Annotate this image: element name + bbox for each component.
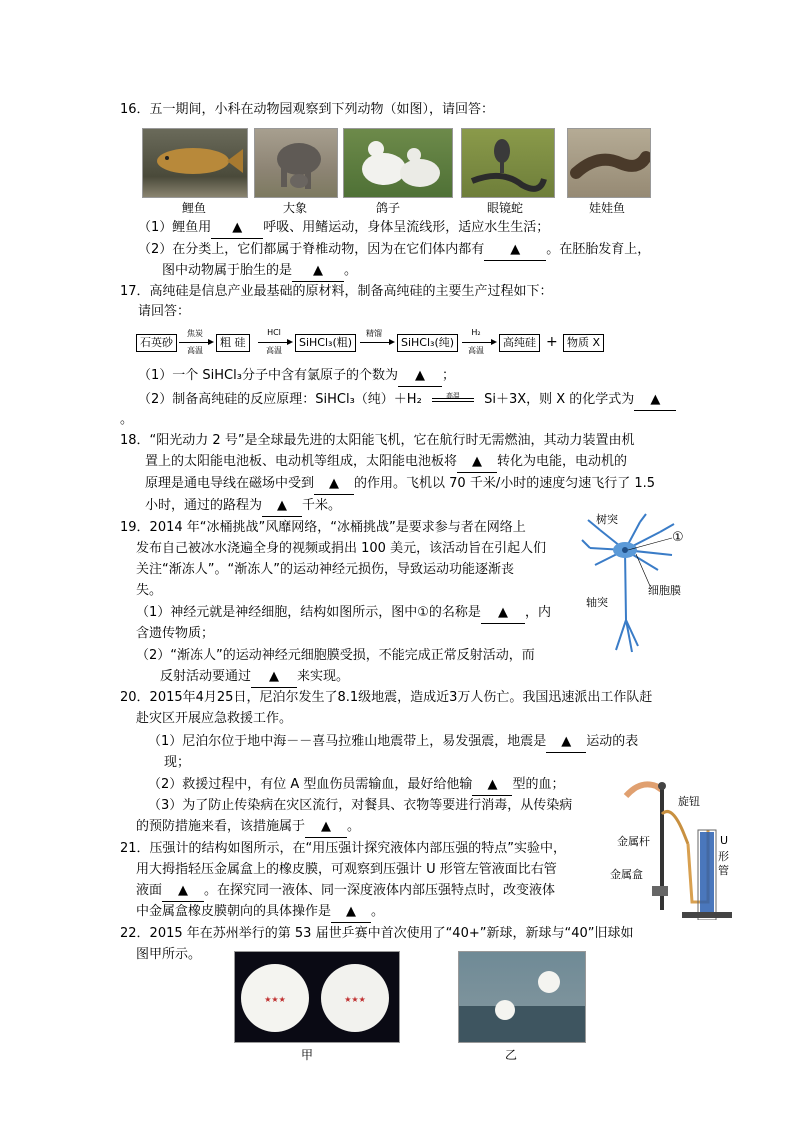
q19-blank-2[interactable]: ▲ xyxy=(251,667,297,688)
flow-box-crude-si: 粗 硅 xyxy=(216,334,250,352)
q16-part1: （1）鲤鱼用 ▲ 呼吸、用鳍运动，身体呈流线形，适应水生生活； xyxy=(138,218,549,239)
animal-caption-3: 鸽子 xyxy=(375,201,400,215)
gauge-label-knob: 旋钮 xyxy=(678,795,700,808)
flow-box-crude-sihcl3: SiHCl₃(粗) xyxy=(295,334,356,352)
ping-pong-balls-photo xyxy=(234,951,400,1043)
q17-ask: 请回答： xyxy=(138,304,191,319)
q19-line-3: 关注“渐冻人”。“渐冻人”的运动神经元损伤，导致运动功能逐渐丧 xyxy=(136,562,514,577)
q22-line-2: 图甲所示。 xyxy=(136,947,202,962)
q16-blank-1[interactable]: ▲ xyxy=(211,218,263,239)
cobra-photo xyxy=(461,128,555,198)
q18-line-2: 置上的太阳能电池板、电动机等组成，太阳能电池板将 ▲ 转化为电能，电动机的 xyxy=(145,452,627,473)
q20-part3-cont: 的预防措施来看，该措施属于 ▲ 。 xyxy=(136,817,360,838)
q18-line-4: 小时，通过的路程为 ▲ 千米。 xyxy=(145,496,341,517)
bouncing-balls-photo xyxy=(458,951,586,1043)
flow-arrow-1-top: 焦炭 xyxy=(187,329,203,338)
q16-blank-2[interactable]: ▲ xyxy=(484,240,546,261)
q21-line-3: 液面 ▲ 。在探究同一液体、同一深度液体内部压强特点时，改变液体 xyxy=(136,881,555,902)
salamander-icon xyxy=(568,129,650,197)
photo-caption-yi: 乙 xyxy=(504,1048,517,1062)
q18-line-3: 原理是通电导线在磁场中受到 ▲ 的作用。飞机以 70 千米/小时的速度匀速飞行了 1.5 xyxy=(145,474,655,495)
flow-arrow-4-bottom: 高温 xyxy=(468,346,484,355)
q20-blank-1[interactable]: ▲ xyxy=(546,732,586,753)
neuron-label-axon: 轴突 xyxy=(586,596,608,609)
q20-line-1: 20．2015年4月25日，尼泊尔发生了8.1级地震，造成近3万人伤亡。我国迅速派出工作队赶 xyxy=(120,690,653,705)
carp-photo xyxy=(142,128,248,198)
flow-plus: + xyxy=(546,334,558,350)
svg-text:★★★: ★★★ xyxy=(264,995,286,1004)
q22-line-1: 22．2015 年在苏州举行的第 53 届世乒赛中首次使用了“40+”新球，新球与“40”旧球如 xyxy=(120,926,634,941)
q18-blank-3[interactable]: ▲ xyxy=(262,496,302,517)
cobra-icon xyxy=(462,129,554,197)
q19-part2: （2）“渐冻人”的运动神经元细胞膜受损，不能完成正常反射活动，而 xyxy=(136,648,535,663)
q21-line-2: 用大拇指轻压金属盒上的橡皮膜，可观察到压强计 U 形管左管液面比右管 xyxy=(136,862,557,877)
pigeon-photo xyxy=(343,128,453,198)
q17-part2-end: 。 xyxy=(120,412,134,427)
gauge-label-guan: 管 xyxy=(718,864,729,877)
q16-part2: （2）在分类上，它们都属于脊椎动物，因为在它们体内都有 ▲ 。在胚胎发育上， xyxy=(138,240,650,261)
ping-pong-balls-icon xyxy=(235,952,399,1042)
salamander-photo xyxy=(567,128,651,198)
animal-caption-1: 鲤鱼 xyxy=(181,201,206,215)
q16-blank-3[interactable]: ▲ xyxy=(292,261,344,282)
q19-part2-cont: 反射活动要通过 ▲ 来实现。 xyxy=(160,667,349,688)
elephant-icon xyxy=(255,129,337,197)
pigeon-icon xyxy=(344,129,452,197)
q18-blank-2[interactable]: ▲ xyxy=(314,474,354,495)
carp-icon xyxy=(143,129,247,197)
q20-blank-2[interactable]: ▲ xyxy=(472,775,512,796)
q17-stem: 17．高纯硅是信息产业最基础的原材料，制备高纯硅的主要生产过程如下： xyxy=(120,284,553,299)
gauge-label-box: 金属盒 xyxy=(610,868,643,881)
flow-box-pure-sihcl3: SiHCl₃(纯) xyxy=(397,334,458,352)
gauge-label-rod: 金属杆 xyxy=(617,835,650,848)
bouncing-balls-icon xyxy=(459,952,585,1042)
q19-line-4: 失。 xyxy=(136,583,163,598)
q20-part1: （1）尼泊尔位于地中海－－喜马拉雅山地震带上，易发强震，地震是 ▲ 运动的表 xyxy=(148,732,638,753)
q21-line-4: 中金属盒橡皮膜朝向的具体操作是 ▲ 。 xyxy=(136,902,384,923)
flow-box-x: 物质 X xyxy=(563,334,604,352)
q20-line-2: 赴灾区开展应急救援工作。 xyxy=(136,711,293,726)
q17-part1: （1）一个 SiHCl₃分子中含有氯原子的个数为 ▲ ； xyxy=(138,366,455,387)
flow-arrow-4-top: H₂ xyxy=(471,328,481,337)
flow-box-pure-si: 高纯硅 xyxy=(499,334,540,352)
flow-arrow-1-bottom: 高温 xyxy=(187,346,203,355)
q19-line-2: 发布自己被冰水浇遍全身的视频或捐出 100 美元，该活动旨在引起人们 xyxy=(136,541,547,556)
q19-blank-1[interactable]: ▲ xyxy=(481,603,525,624)
q17-blank-1[interactable]: ▲ xyxy=(398,366,442,387)
q20-part1-cont: 现； xyxy=(164,755,191,770)
neuron-label-dendrite: 树突 xyxy=(596,513,618,526)
q18-blank-1[interactable]: ▲ xyxy=(457,452,497,473)
q17-condition-arrow: 高温 xyxy=(432,397,474,402)
q17-part2: （2）制备高纯硅的反应原理：SiHCl₃（纯）＋H₂ 高温 Si＋3X，则 X 的化学式为 ▲ xyxy=(138,390,676,411)
animal-caption-5: 娃娃鱼 xyxy=(588,201,625,215)
q21-line-1: 21．压强计的结构如图所示，在“用压强计探究液体内部压强的特点”实验中， xyxy=(120,841,567,856)
q20-blank-3[interactable]: ▲ xyxy=(305,817,347,838)
q16-part2-cont: 图中动物属于胎生的是 ▲ 。 xyxy=(162,261,357,282)
gauge-label-u: U xyxy=(720,834,729,847)
q20-part3: （3）为了防止传染病在灾区流行，对餐具、衣物等要进行消毒，从传染病 xyxy=(148,798,573,813)
animal-caption-4: 眼镜蛇 xyxy=(486,201,523,215)
q18-line-1: 18．“阳光动力 2 号”是全球最先进的太阳能飞机，它在航行时无需燃油，其动力装置由机 xyxy=(120,433,635,448)
neuron-label-membrane: 细胞膜 xyxy=(648,584,681,597)
animal-caption-2: 大象 xyxy=(282,201,307,215)
q20-part2: （2）救援过程中，有位 A 型血伤员需输血，最好给他输 ▲ 型的血； xyxy=(148,775,564,796)
flow-arrow-3-top: 精馏 xyxy=(366,329,382,338)
q16-stem: 16．五一期间，小科在动物园观察到下列动物（如图），请回答： xyxy=(120,102,495,117)
q21-blank-1[interactable]: ▲ xyxy=(162,881,204,902)
svg-text:★★★: ★★★ xyxy=(344,995,366,1004)
flow-box-quartz: 石英砂 xyxy=(136,334,177,352)
q19-part1-cont: 含遗传物质； xyxy=(136,626,215,641)
flow-arrow-2-bottom: 高温 xyxy=(266,346,282,355)
q19-part1: （1）神经元就是神经细胞，结构如图所示，图中①的名称是 ▲ ，内 xyxy=(136,603,551,624)
flow-arrow-2-top: HCl xyxy=(267,328,281,337)
q19-line-1: 19．2014 年“冰桶挑战”风靡网络，“冰桶挑战”是要求参与者在网络上 xyxy=(120,520,526,535)
neuron-label-1: ① xyxy=(672,530,684,545)
elephant-photo xyxy=(254,128,338,198)
photo-caption-jia: 甲 xyxy=(300,1048,313,1062)
q17-blank-2[interactable]: ▲ xyxy=(634,390,676,411)
q21-blank-2[interactable]: ▲ xyxy=(331,902,371,923)
gauge-label-xing: 形 xyxy=(718,850,729,863)
